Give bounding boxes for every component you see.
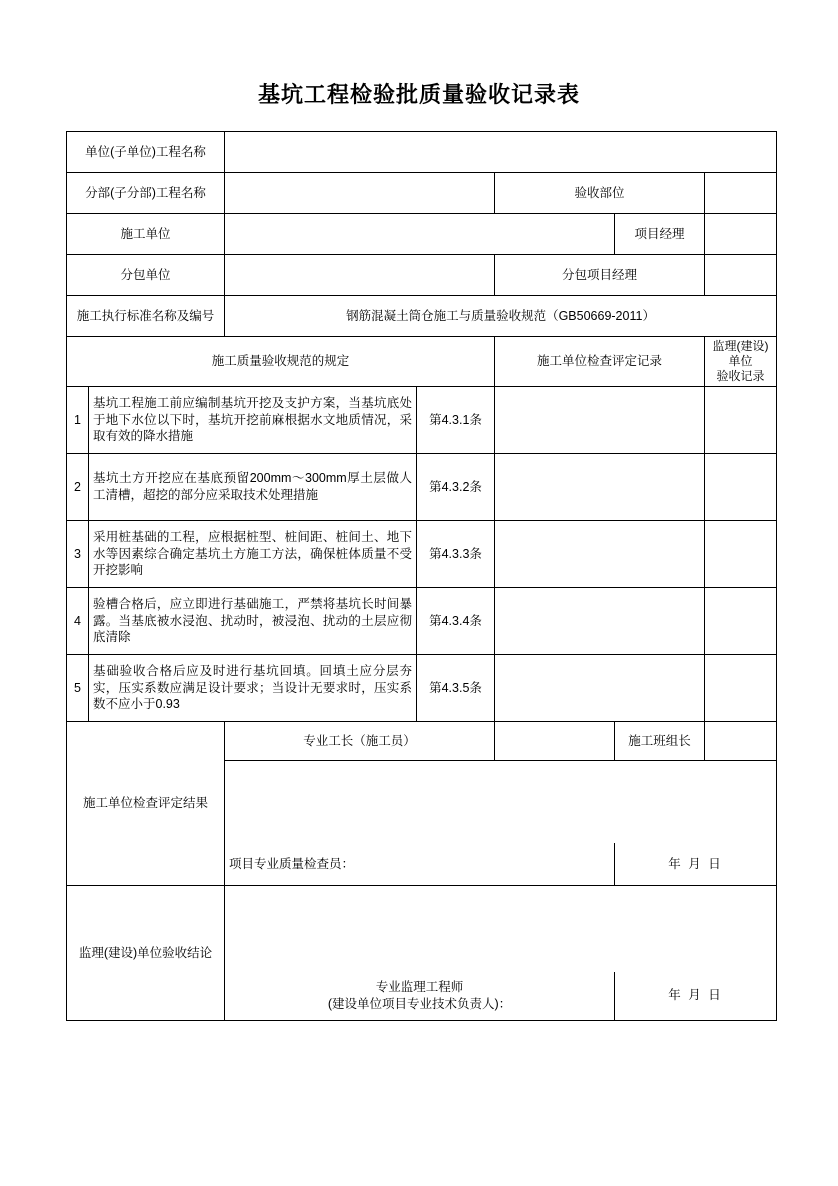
row-conclusion xyxy=(67,886,777,973)
table-row xyxy=(67,588,777,655)
foreman-label: 专业工长（施工员） xyxy=(225,722,495,761)
item-text: 采用桩基础的工程，应根据桩型、桩间距、桩间土、地下水等因素综合确定基坑土方施工方法，确保桩体质量不受开挖影响 xyxy=(89,521,417,588)
item-text: 基坑土方开挖应在基底预留200mm～300mm厚土层做人工清槽，超挖的部分应采取技术处理措施 xyxy=(89,454,417,521)
subcontractor-value[interactable] xyxy=(225,255,495,296)
standard-value: 钢筋混凝土筒仓施工与质量验收规范（GB50669-2011） xyxy=(225,296,777,337)
item-clause: 第4.3.1条 xyxy=(417,387,495,454)
subcontractor-label: 分包单位 xyxy=(67,255,225,296)
item-supervision[interactable] xyxy=(705,454,777,521)
construction-unit-value[interactable] xyxy=(225,214,615,255)
item-supervision[interactable] xyxy=(705,387,777,454)
row-construction-unit xyxy=(67,214,777,255)
item-number: 1 xyxy=(67,387,89,454)
project-manager-value[interactable] xyxy=(705,214,777,255)
supervising-engineer-line2: (建设单位项目专业技术负责人)： xyxy=(327,997,512,1011)
item-supervision[interactable] xyxy=(705,521,777,588)
supervising-engineer-line1: 专业监理工程师 xyxy=(375,980,464,995)
item-clause: 第4.3.3条 xyxy=(417,521,495,588)
acceptance-part-value[interactable] xyxy=(705,173,777,214)
result-free-area[interactable] xyxy=(225,761,777,844)
item-text: 验槽合格后，应立即进行基础施工，严禁将基坑长时间暴露。当基底被水浸泡、扰动时，被浸泡、扰动的土层应彻底清除 xyxy=(89,588,417,655)
conclusion-date-label: 年 月 日 xyxy=(615,972,777,1021)
sub-project-label: 分部(子分部)工程名称 xyxy=(67,173,225,214)
item-number: 4 xyxy=(67,588,89,655)
conclusion-label: 监理(建设)单位验收结论 xyxy=(67,886,225,1021)
row-standard xyxy=(67,296,777,337)
inspection-form-table xyxy=(66,131,777,1021)
sub-project-manager-value[interactable] xyxy=(705,255,777,296)
row-unit-project xyxy=(67,132,777,173)
supervision-record-header xyxy=(705,337,777,387)
table-row xyxy=(67,387,777,454)
item-number: 5 xyxy=(67,655,89,722)
sub-project-manager-label: 分包项目经理 xyxy=(495,255,705,296)
standard-label: 施工执行标准名称及编号 xyxy=(67,296,225,337)
construction-record-header: 施工单位检查评定记录 xyxy=(495,337,705,387)
item-text: 基坑工程施工前应编制基坑开挖及支护方案，当基坑底处于地下水位以下时，基坑开挖前麻根据水文地质情况，采取有效的降水措施 xyxy=(89,387,417,454)
row-subcontractor xyxy=(67,255,777,296)
result-date-label: 年 月 日 xyxy=(615,843,777,886)
foreman-value[interactable] xyxy=(495,722,615,761)
page-title: 基坑工程检验批质量验收记录表 xyxy=(257,82,580,107)
construction-unit-label: 施工单位 xyxy=(67,214,225,255)
quality-inspector-label: 项目专业质量检查员： xyxy=(225,843,615,886)
supervision-record-header-line2: 验收记录 xyxy=(716,369,765,383)
item-record[interactable] xyxy=(495,655,705,722)
item-record[interactable] xyxy=(495,454,705,521)
project-manager-label: 项目经理 xyxy=(615,214,705,255)
result-label: 施工单位检查评定结果 xyxy=(67,722,225,886)
spec-requirement-header: 施工质量验收规范的规定 xyxy=(67,337,495,387)
row-result-signatures xyxy=(67,722,777,761)
item-supervision[interactable] xyxy=(705,588,777,655)
row-section-headers xyxy=(67,337,777,387)
item-record[interactable] xyxy=(495,588,705,655)
unit-project-label: 单位(子单位)工程名称 xyxy=(67,132,225,173)
team-leader-value[interactable] xyxy=(705,722,777,761)
table-row xyxy=(67,521,777,588)
row-sub-project xyxy=(67,173,777,214)
table-row xyxy=(67,655,777,722)
item-number: 3 xyxy=(67,521,89,588)
item-clause: 第4.3.5条 xyxy=(417,655,495,722)
unit-project-value[interactable] xyxy=(225,132,777,173)
item-number: 2 xyxy=(67,454,89,521)
acceptance-part-label: 验收部位 xyxy=(495,173,705,214)
conclusion-free-area[interactable] xyxy=(225,886,777,973)
supervising-engineer-signature xyxy=(225,972,615,1021)
item-text: 基础验收合格后应及时进行基坑回填。回填土应分层夯实，压实系数应满足设计要求；当设计无要求时，压实系数不应小于0.93 xyxy=(89,655,417,722)
supervision-record-header-line1: 监理(建设)单位 xyxy=(712,339,769,368)
item-clause: 第4.3.4条 xyxy=(417,588,495,655)
team-leader-label: 施工班组长 xyxy=(615,722,705,761)
item-supervision[interactable] xyxy=(705,655,777,722)
item-record[interactable] xyxy=(495,387,705,454)
sub-project-value[interactable] xyxy=(225,173,495,214)
table-row xyxy=(67,454,777,521)
item-clause: 第4.3.2条 xyxy=(417,454,495,521)
item-record[interactable] xyxy=(495,521,705,588)
